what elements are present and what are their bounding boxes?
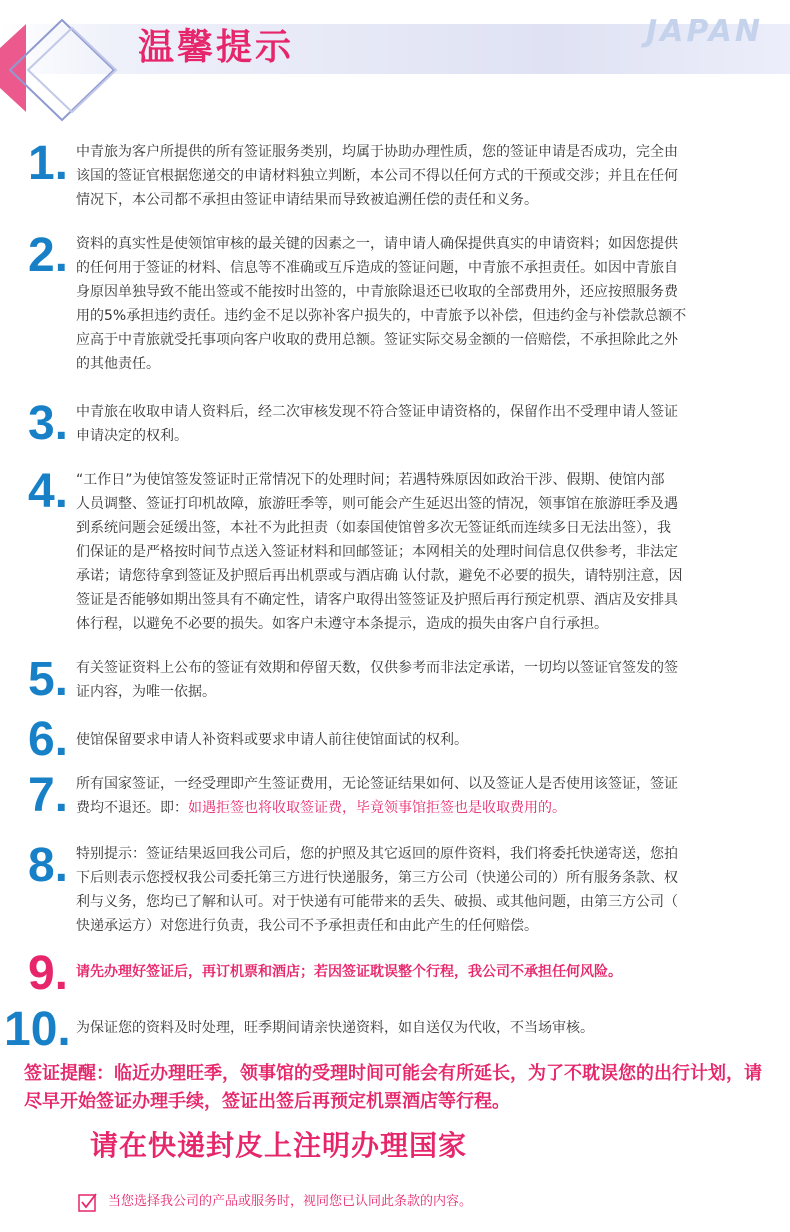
item-text: 请先办理好签证后，再订机票和酒店；若因签证耽误整个行程，我公司不承担任何风险。 <box>76 964 622 980</box>
item-highlight: 如遇拒签也将收取签证费，毕竟领事馆拒签也是收取费用的。 <box>188 800 566 816</box>
item-text: 中青旅在收取申请人资料后，经二次审核发现不符合签证申请资格的，保留作出不受理申请人签证 申请决定的权利。 <box>76 404 678 444</box>
item-number: 5. <box>27 653 69 706</box>
page-title: 温馨提示 <box>138 27 295 68</box>
item-number: 2. <box>27 229 69 282</box>
item-number: 9. <box>27 947 69 1000</box>
item-text: 中青旅为客户所提供的所有签证服务类别，均属于协助办理性质，您的签证申请是否成功，完全由 该国的签证官根据您递交的申请材料独立判断，本公司不得以任何方式的干预或交涉；并且在任何 情况下，本公司都不承担由签证申请结果而导致被追溯任偿的责任和义务。 <box>76 144 678 208</box>
item-text: 资料的真实性是使领馆审核的最关键的因素之一，请申请人确保提供真实的申请资料；如因您提供 的任何用于签证的材料、信息等不准确或互斥造成的签证问题，中青旅不承担责任。如因中青旅自 身原因单独导致不能出签或不能按时出签的，中青旅除退还已收取的全部费用外，还应按照服务费 用的5%承担违约责任。违约金不足以弥补客户损失的，中青旅予以补偿，但违约金与补偿款总额不 应高于中青旅就受托事项向客户收取的费用总额。签证实际交易金额的一倍赔偿，不承担除此之外 的其他责任。 <box>76 236 687 372</box>
item-text <box>76 772 768 820</box>
item-text: 特别提示：签证结果返回我公司后，您的护照及其它返回的原件资料，我们将委托快递寄送，您拍 下后则表示您授权我公司委托第三方进行快递服务，第三方公司（快递公司的）所有服务条款、权 利与义务，您均已了解和认可。对于快递有可能带来的丢失、破损、或其他问题，由第三方公司（ 快递承运方）对您进行负责，我公司不予承担责任和由此产生的任何赔偿。 <box>76 846 678 934</box>
checkbox-checked-icon <box>78 1192 98 1212</box>
item-text-main: 所有国家签证，一经受理即产生签证费用，无论签证结果如何、以及签证人是否使用该签证，签证 费均不退还。即： <box>76 776 678 816</box>
item-text: 为保证您的资料及时处理，旺季期间请亲快递资料，如自送仅为代收，不当场审核。 <box>76 1020 594 1036</box>
item-number: 6. <box>27 713 69 766</box>
item-text: 使馆保留要求申请人补资料或要求申请人前往使馆面试的权利。 <box>76 732 468 748</box>
diamond-ornament-icon <box>0 12 140 122</box>
header-watermark: JAPAN <box>646 14 763 49</box>
footer-text: 当您选择我公司的产品或服务时，视同您已认同此条款的内容。 <box>108 1194 473 1209</box>
item-text: 有关签证资料上公布的签证有效期和停留天数，仅供参考而非法定承诺，一切均以签证官签发的签 证内容，为唯一依据。 <box>76 660 678 700</box>
item-text: “工作日”为使馆签发签证时正常情况下的处理时间；若遇特殊原因如政治干涉、假期、使馆内部 人员调整、签证打印机故障，旅游旺季等，则可能会产生延迟出签的情况，领事馆在旅游旺季及遇 到系统问题会延缓出签，本社不为此担责（如泰国使馆曾多次无签证纸而连续多日无法出签），我 们保证的是严格按时间节点送入签证材料和回邮签证；本网相关的处理时间信息仅供参考，非法定 承诺；请您待拿到签证及护照后再出机票或与酒店确 认付款，避免不必要的损失，请特别注意，因 签证是否能够如期出签具有不确定性，请客户取得出签签证及护照后再行预定机票、酒店及安排具 体行程，以避免不必要的损失。如客户未遵守本条提示，造成的损失由客户自行承担。 <box>76 472 683 632</box>
item-number: 7. <box>27 769 69 822</box>
visa-reminder: 签证提醒：临近办理旺季，领事馆的受理时间可能会有所延长，为了不耽误您的出行计划，请尽早开始签证办理手续，签证出签后再预定机票酒店等行程。 <box>24 1063 762 1112</box>
item-number: 8. <box>27 839 69 892</box>
header-banner <box>0 0 790 120</box>
express-envelope-note: 请在快递封皮上注明办理国家 <box>90 1129 468 1162</box>
item-number: 1. <box>27 137 69 190</box>
item-number: 10. <box>4 1003 71 1056</box>
item-number: 3. <box>27 397 69 450</box>
item-number: 4. <box>27 465 69 518</box>
